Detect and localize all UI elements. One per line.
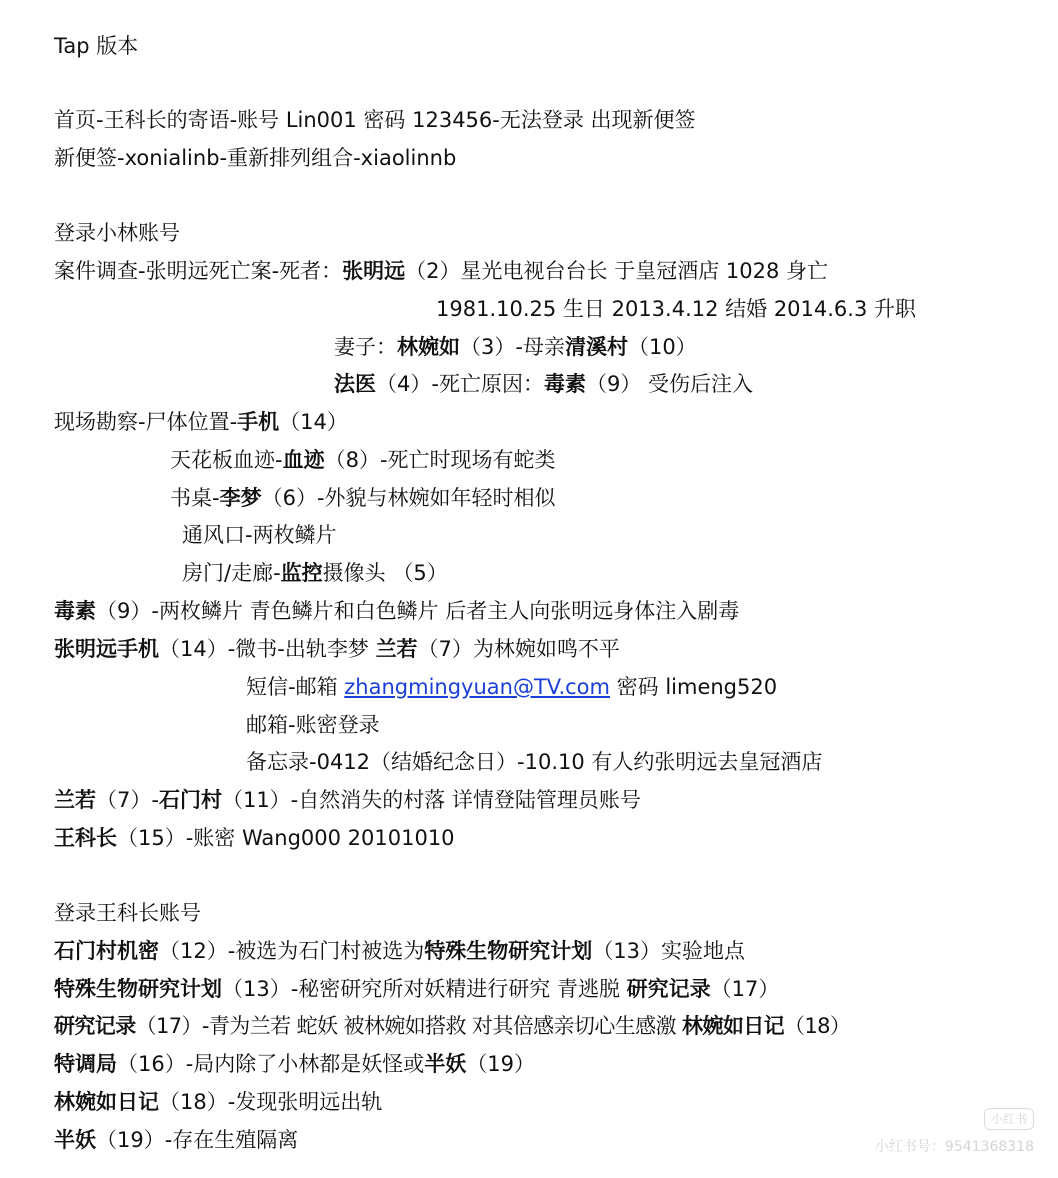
title-text: Tap 版本 [54,34,139,58]
bold-term: 特调局 [54,1052,117,1076]
section-heading-wang-login [54,900,201,926]
line-toxin [54,598,739,624]
line-text: 天花板血迹- [170,448,283,472]
bold-term: 兰若 [54,788,96,812]
watermark-id: 小红书号：9541368318 [874,1139,1034,1155]
bold-term: 手机 [237,410,280,434]
line-half-demon [54,1127,298,1153]
bold-term: 张明远手机 [54,637,159,661]
line-text: （19）-存在生殖隔离 [96,1128,299,1152]
line-case-investigation [54,258,828,284]
bold-term: 特殊生物研究计划 [54,977,222,1001]
bold-term: 石门村 [158,788,222,812]
line-diary [54,1089,382,1115]
line-text: 首页-王科长的寄语-账号 Lin001 密码 123456-无法登录 出现新便签 [54,108,696,132]
line-text: （4）-死亡原因： [376,372,544,396]
line-text: （15）-账密 Wang000 20101010 [117,826,455,850]
line-text: 邮箱-账密登录 [246,713,380,737]
line-email-login [246,712,380,738]
line-text: （2）星光电视台台长 于皇冠酒店 1028 身亡 [405,259,828,283]
line-text: （19） [466,1052,536,1076]
line-text: （17）-青为兰若 蛇妖 被林婉如搭救 对其倍感亲切心生感激 [135,1014,683,1038]
line-text: 1981.10.25 生日 2013.4.12 结婚 2014.6.3 升职 [436,297,917,321]
bold-term: 研究记录 [54,1014,136,1038]
bold-term: 半妖 [424,1052,467,1076]
line-text: （14）-微书-出轨李梦 [159,637,376,661]
line-forensics [334,371,753,397]
bold-term: 张明远 [342,259,406,283]
line-ceiling-blood [170,447,556,473]
bold-term: 王科长 [54,826,117,850]
bold-term: 毒素 [54,599,96,623]
watermark-logo: 小红书 [984,1108,1034,1130]
line-dates [436,296,916,322]
line-text: 现场勘察-尸体位置- [54,410,238,434]
line-text: （14） [279,410,348,434]
bold-term: 特殊生物研究计划 [424,939,593,963]
line-lanruo [54,787,641,813]
bold-term: 监控 [280,561,323,585]
line-research-plan [54,976,779,1002]
line-text: （8）-死亡时现场有蛇类 [324,448,556,472]
line-shimen-secret [54,938,745,964]
line-text: 备忘录-0412（结婚纪念日）-10.10 有人约张明远去皇冠酒店 [246,750,823,774]
line-phone [54,636,620,662]
line-text: 摄像头 （5） [322,561,448,585]
email-link[interactable]: zhangmingyuan@TV.com [344,675,610,699]
bold-term: 林婉如日记 [54,1090,159,1114]
line-text: 书桌- [170,486,220,510]
line-text: 妻子： [334,335,397,359]
line-door-corridor [182,560,448,586]
bold-term: 毒素 [543,372,586,396]
line-text: （13）-秘密研究所对妖精进行研究 青逃脱 [222,977,627,1001]
heading-text: 登录王科长账号 [54,901,201,925]
section-heading-xiaolin-login [54,220,180,246]
line-sms-email [246,674,777,700]
line-wang-section-chief [54,825,455,851]
bold-term: 石门村机密 [54,939,159,963]
line-special-bureau [54,1051,535,1077]
line-text: （9） 受伤后注入 [585,372,753,396]
bold-term: 兰若 [375,637,418,661]
bold-term: 林婉如 [397,335,460,359]
line-research-record [54,1013,850,1039]
bold-term: 清溪村 [564,335,628,359]
line-text: （18）-发现张明远出轨 [159,1090,383,1114]
line-text: 房门/走廊- [182,561,281,585]
line-new-note [54,145,456,171]
line-homepage [54,107,696,133]
line-vent [182,522,337,548]
bold-term: 林婉如日记 [682,1014,785,1038]
line-wife [334,334,697,360]
line-text: 短信-邮箱 [246,675,345,699]
watermark [875,1108,1034,1156]
line-text: （6）-外貌与林婉如年轻时相似 [261,486,556,510]
line-scene-survey [54,409,348,435]
line-text: 新便签-xonialinb-重新排列组合-xiaolinnb [54,146,457,170]
line-memo [246,749,822,775]
line-text: （12）-被选为石门村被选为 [159,939,425,963]
line-text: 通风口-两枚鳞片 [182,523,337,547]
bold-term: 研究记录 [626,977,711,1001]
line-text: （11）-自然消失的村落 详情登陆管理员账号 [221,788,641,812]
line-text: （17） [710,977,780,1001]
bold-term: 半妖 [54,1128,96,1152]
line-text: （16）-局内除了小林都是妖怪或 [117,1052,425,1076]
line-text: （7）为林婉如鸣不平 [417,637,620,661]
bold-term: 血迹 [282,448,325,472]
bold-term: 李梦 [219,486,262,510]
line-text: （13）实验地点 [592,939,746,963]
line-text: （3）-母亲 [460,335,565,359]
line-text: （7）- [96,788,159,812]
document-title [54,33,138,59]
heading-text: 登录小林账号 [54,221,180,245]
line-text: 案件调查-张明远死亡案-死者： [54,259,343,283]
line-text: （10） [627,335,697,359]
line-text: （9）-两枚鳞片 青色鳞片和白色鳞片 后者主人向张明远身体注入剧毒 [96,599,740,623]
line-desk [170,485,556,511]
line-text: 密码 limeng520 [609,675,778,699]
bold-term: 法医 [334,372,376,396]
line-text: （18） [784,1014,851,1038]
